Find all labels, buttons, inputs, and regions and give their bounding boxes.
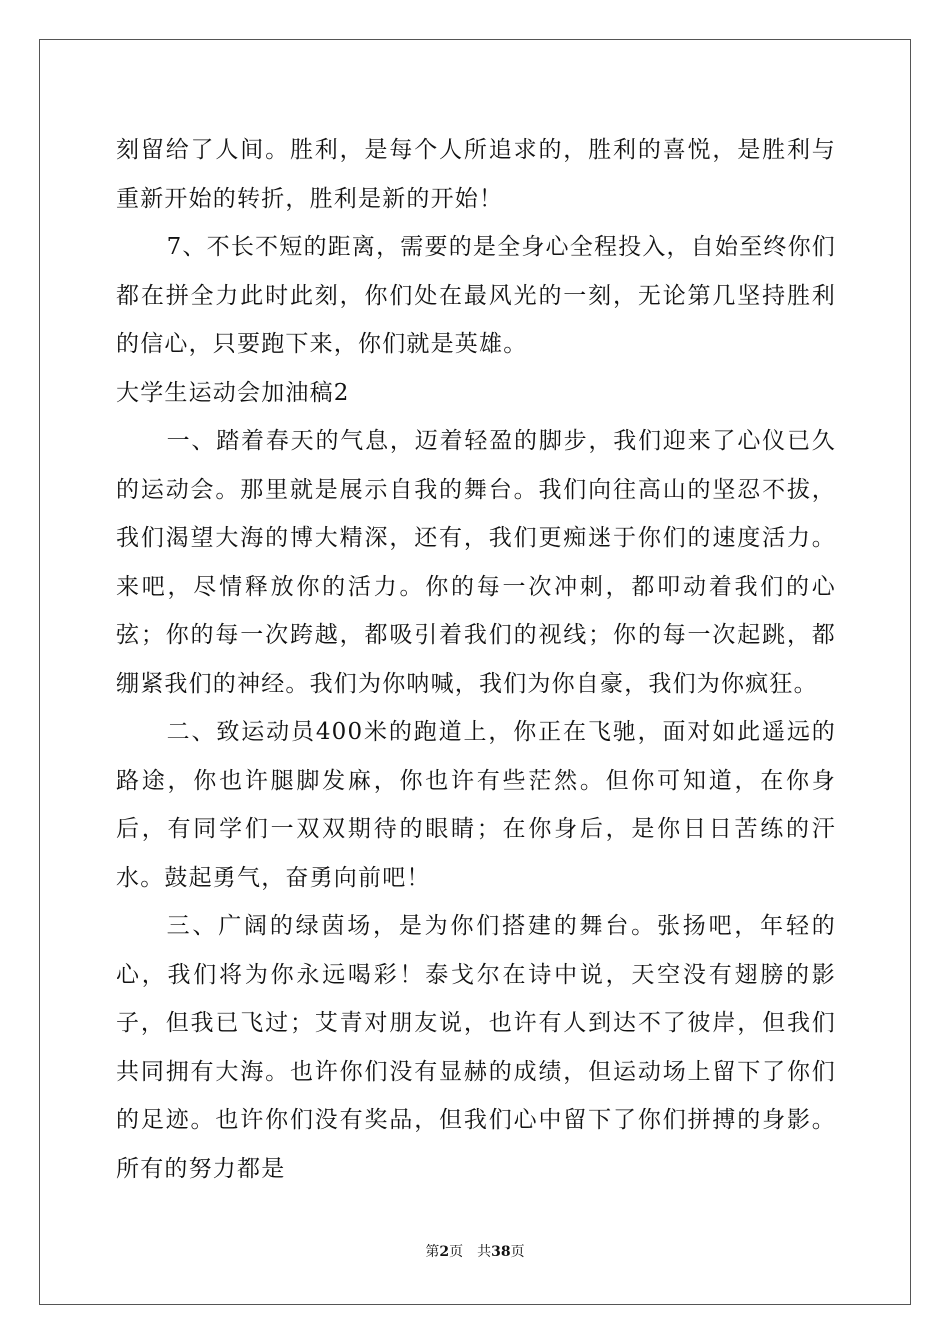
page-suffix: 页 (449, 1244, 464, 1260)
paragraph-item-7: 7、不长不短的距离，需要的是全身心全程投入，自始至终你们都在拼全力此时此刻，你们处在最风光的一刻，无论第几坚持胜利的信心，只要跑下来，你们就是英雄。 (116, 234, 836, 357)
paragraph-continuation: 刻留给了人间。胜利，是每个人所追求的，胜利的喜悦，是胜利与重新开始的转折，胜利是新的开始！ (116, 137, 836, 212)
page-prefix: 第 (425, 1244, 440, 1260)
page-number: 2 (439, 1244, 450, 1260)
total-suffix: 页 (510, 1244, 525, 1260)
total-prefix: 共 (477, 1244, 492, 1260)
section-heading: 大学生运动会加油稿2 (116, 379, 350, 406)
paragraph-item-2: 二、致运动员400米的跑道上，你正在飞驰，面对如此遥远的路途，你也许腿脚发麻，你也许有些茫然。但你可知道，在你身后，有同学们一双双期待的眼睛；在你身后，是你日日苦练的汗水。鼓起勇气，奋勇向前吧！ (116, 719, 836, 891)
page-footer (0, 1241, 950, 1261)
document-body (116, 126, 836, 1193)
paragraph-item-3: 三、广阔的绿茵场，是为你们搭建的舞台。张扬吧，年轻的心，我们将为你永远喝彩！泰戈尔在诗中说，天空没有翅膀的影子，但我已飞过；艾青对朋友说，也许有人到达不了彼岸，但我们共同拥有大海。也许你们没有显赫的成绩，但运动场上留下了你们的足迹。也许你们没有奖品，但我们心中留下了你们拼搏的身影。所有的努力都是 (116, 913, 836, 1182)
total-pages: 38 (491, 1244, 511, 1260)
paragraph-item-1: 一、踏着春天的气息，迈着轻盈的脚步，我们迎来了心仪已久的运动会。那里就是展示自我的舞台。我们向往高山的坚忍不拔，我们渴望大海的博大精深，还有，我们更痴迷于你们的速度活力。来吧，尽情释放你的活力。你的每一次冲刺，都叩动着我们的心弦；你的每一次跨越，都吸引着我们的视线；你的每一次起跳，都绷紧我们的神经。我们为你呐喊，我们为你自豪，我们为你疯狂。 (116, 428, 836, 697)
